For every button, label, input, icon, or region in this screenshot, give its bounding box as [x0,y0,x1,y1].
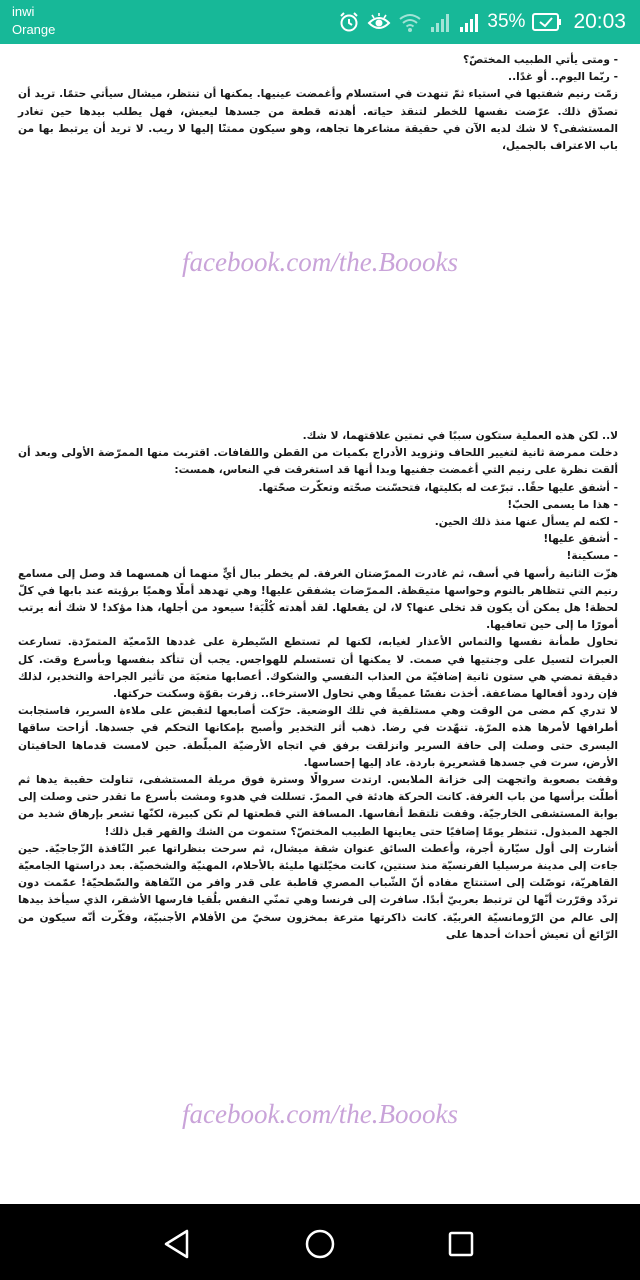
paragraph: - لكنه لم يسأل عنها منذ ذلك الحين. [434,516,618,529]
text-block-top [18,52,618,155]
paragraph: أشارت إلى أول سيّارة أجرة، وأعطت السائق عنوان شقة ميشال، ثم سرحت بنظراتها عبر النّافذة الزّجاجيّة. حين جاءت إلى مدينة مرسيليا الفرنسيّة منذ سنتين، كانت مخيّلتها مليئة بالأحلام، المهنيّة والشخصيّة. بعد دراستها الجامعيّة القاهريّة، توصّلت إلى استنتاج مفاده أنّ الشّباب المصري قاطبة على قدر وافر من التّفاهة والسّطحيّة! عمّمت دون تردّد وقرّرت أنّها لن ترتبط بعربيّ أبدًا. سافرت إلى فرنسا وهي تمنّي النفس بلُقيا فارسها الأشقر، الذي سيأخذ بيدها إلى عالم من الرّومانسيّة الغربيّة. كانت ذاكرتها مترعة بمخزون سخيّ من الأفلام الأجنبيّة، وفكّرت أنّه سيكون من الرّائع أن تعيش أحداث أحدها على [18,842,618,941]
signal-icon [429,11,451,33]
status-bar [0,0,640,44]
book-page[interactable] [0,44,640,1204]
paragraph: لا تدري كم مضى من الوقت وهي مستلقية في تلك الوضعية. حرّكت أصابعها لتقبض على ملاءة السرير، فاستجابت أطرافها لأمرها هذه المرّة. تنهّدت في رضا. ذهب أثر التخدير وأصبح بإمكانها التحكم في جسدها. أزاحت ساقها اليسرى حتى وصلت إلى حافة السرير وانزلقت برفق في اتجاه الأرضيّة المبلّطة. حين لامست قدماها الحافيتان الأرض، سرت في جسدها قشعريرة باردة. عاد إليها إحساسها. [18,705,618,769]
navigation-bar [0,1204,640,1280]
carrier-name-secondary: Orange [12,22,56,37]
status-icons [338,9,626,35]
battery-icon [532,13,562,31]
recent-apps-icon [443,1226,479,1262]
signal-icon [458,11,480,33]
paragraph: زمّت رنيم شفتيها في استياء ثمّ تنهدت في استسلام وأغمضت عينيها. يمكنها أن تنتظر، ميشال سيأتي حتمًا. تريد أن تصدّق ذلك. عرّضت نفسها للخطر لتنقذ حياته. أهدته قطعة من جسدها ليعيش، فهل يطلب بيدها حين تغادر المستشفى؟ لا شك لديه الآن في حقيقة مشاعرها تجاهه، وهو سيكون ممتنًا إليها لا ريب. لا تريد أن يرتبط بها من باب الاعتراف بالجميل، [18,88,618,153]
paragraph: - أشفق عليها حقًا.. تبرّعت له بكليتها، فتحسّنت صحّته وتعكّرت صحّتها. [258,481,618,494]
paragraph: وقفت بصعوبة واتجهت إلى خزانة الملابس. ارتدت سروالًا وسترة فوق مريلة المستشفى، تناولت حقيبة يدها ثم أطلّت برأسها من باب الغرفة. كانت الحركة هادئة في الممرّ. تسللت في هدوء ومشت بأسرع ما تقدر حتى وصلت إلى بوابة المستشفى الخارجيّة. وقفت تلتقط أنفاسها. المسافة التي قطعتها لم تكن كبيرة، لكنّها تشعر بإرهاق شديد من الجهد المبذول. تنتظر يومًا إضافيًا حتى يعاينها الطبيب المختصّ؟ ستموت من الشك والقهر قبل ذلك! [18,774,618,838]
watermark-text: facebook.com/the.Boooks [182,247,458,277]
paragraph: - هذا ما يسمى الحبّ! [507,498,618,511]
alarm-icon [338,11,360,33]
text-block-bottom [18,428,618,944]
clock: 20:03 [573,10,626,33]
watermark-text: facebook.com/the.Boooks [182,1099,458,1129]
recent-apps-button[interactable] [443,1226,479,1262]
paragraph: لا.. لكن هذه العملية ستكون سببًا في تمتين علاقتهما، لا شك. [302,430,618,442]
home-icon [302,1226,338,1262]
paragraph: - أشفق عليها! [543,533,618,546]
home-button[interactable] [302,1226,338,1262]
back-icon [160,1226,196,1262]
wifi-icon [398,11,422,33]
paragraph: دخلت ممرضة ثانية لتغيير اللحاف وتزويد الأدراج بكميات من القطن واللفافات. اقتربت منها الممرّضة الأولى وبعد أن ألقت نظرة على رنيم التي أغمضت جفنيها وبدا أنها قد استغرقت في النعاس، همست: [18,447,618,477]
paragraph: - مسكينة! [566,550,618,563]
eye-icon [367,11,391,33]
paragraph: - ربّما اليوم.. أو غدًا.. [508,71,618,84]
paragraph: تحاول طمأنة نفسها والتماس الأعذار لغيابه، لكنها لم تستطع السّيطرة على غددها الدّمعيّة المتمرّدة. تسارعت العبرات لتسيل على وجنتيها في صمت. لا يمكنها أن تستسلم للهواجس. يجب أن تتأكد بنفسها وبأسرع وقت. كل دقيقة تمضي هي ستون ثانية إضافيّة من العذاب النفسي والشكوك. أعصابها متعبَة من تأثير الجراحة والتخدير، لذلك فإن ردود أفعالها مضاعفة. أخذت نفسًا عميقًا وهي تحاول الاسترخاء.. زفرت بقوّة وسكنت حركتها. [18,636,618,701]
battery-percentage: 35% [487,11,526,32]
paragraph: هزّت الثانية رأسها في أسف، ثم غادرت الممرّضتان الغرفة. لم يخطر ببال أيٍّ منهما أن همسهما قد وصل إلى مسامع رنيم التي تتظاهر بالنوم وحواسها متيقظة. الممرّضات يشفقن عليها! وهي تهدهد أملًا وهميًا برؤيته عند بابها في كلّ لحظة! هل يمكن أن يكون قد تخلى عنها؟ لا، لن يفعلها. لقد أهدته كُلْيَة! سيعود من أجلها، هذا مؤكد! لا شك أنه يرتب أمورًا ما إلى حين تعافيها. [18,567,618,632]
carrier-name-primary: inwi [12,4,35,19]
back-button[interactable] [160,1226,196,1262]
paragraph: - ومتى يأتي الطبيب المختصّ؟ [462,54,618,66]
